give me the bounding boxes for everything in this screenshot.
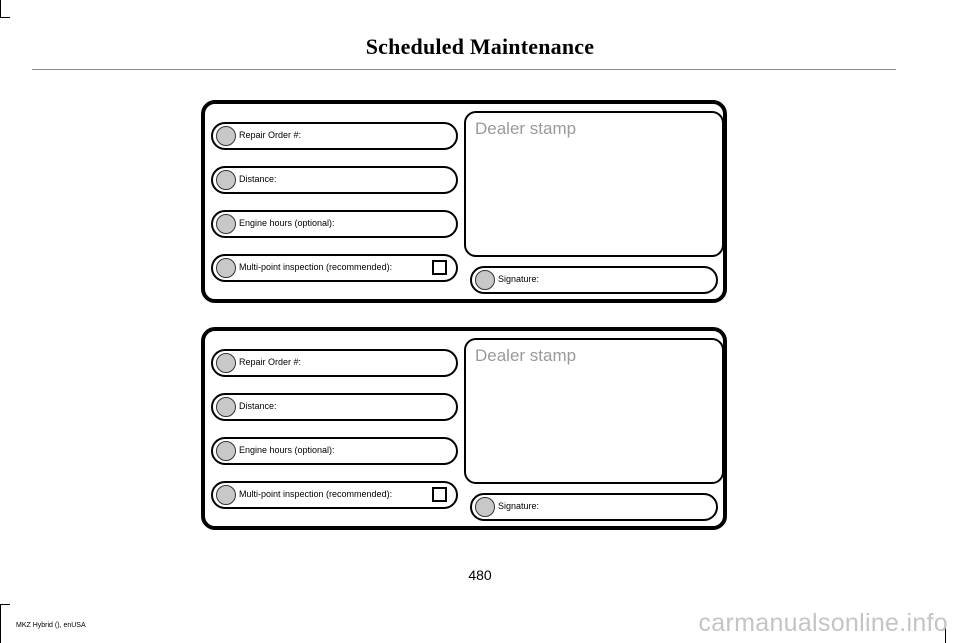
crop-mark <box>0 0 1 18</box>
inspection-checkbox[interactable] <box>432 260 447 275</box>
crop-mark <box>0 604 10 605</box>
circle-marker-icon <box>216 485 236 505</box>
field-label: Repair Order #: <box>239 357 302 367</box>
circle-marker-icon <box>216 441 236 461</box>
multi-point-inspection-field <box>211 254 458 282</box>
field-label: Engine hours (optional): <box>239 445 335 455</box>
maintenance-record-card <box>201 327 727 530</box>
dealer-stamp-box <box>464 111 724 257</box>
engine-hours-field[interactable] <box>211 210 458 238</box>
signature-field[interactable] <box>470 266 718 294</box>
circle-marker-icon <box>216 353 236 373</box>
multi-point-inspection-field <box>211 481 458 509</box>
crop-mark <box>0 17 10 18</box>
maintenance-record-card <box>201 100 727 303</box>
circle-marker-icon <box>216 170 236 190</box>
page-number: 480 <box>468 567 492 583</box>
circle-marker-icon <box>475 497 495 517</box>
watermark: carmanualsonline.info <box>698 609 948 637</box>
circle-marker-icon <box>216 258 236 278</box>
repair-order-field[interactable] <box>211 122 458 150</box>
dealer-stamp-label: Dealer stamp <box>475 119 577 138</box>
field-label: Multi-point inspection (recommended): <box>239 489 393 499</box>
field-label: Multi-point inspection (recommended): <box>239 262 393 272</box>
field-label: Signature: <box>498 501 540 511</box>
distance-field[interactable] <box>211 166 458 194</box>
circle-marker-icon <box>216 397 236 417</box>
field-label: Distance: <box>239 174 277 184</box>
header-rule <box>32 69 896 70</box>
engine-hours-field[interactable] <box>211 437 458 465</box>
repair-order-field[interactable] <box>211 349 458 377</box>
circle-marker-icon <box>216 126 236 146</box>
field-label: Engine hours (optional): <box>239 218 335 228</box>
field-label: Signature: <box>498 274 540 284</box>
dealer-stamp-label: Dealer stamp <box>475 346 577 365</box>
circle-marker-icon <box>475 270 495 290</box>
page-title: Scheduled Maintenance <box>365 34 595 59</box>
inspection-checkbox[interactable] <box>432 487 447 502</box>
field-label: Repair Order #: <box>239 130 302 140</box>
document-id: MKZ Hybrid (), enUSA <box>16 622 86 629</box>
distance-field[interactable] <box>211 393 458 421</box>
signature-field[interactable] <box>470 493 718 521</box>
dealer-stamp-box <box>464 338 724 484</box>
field-label: Distance: <box>239 401 277 411</box>
crop-mark <box>0 604 1 643</box>
circle-marker-icon <box>216 214 236 234</box>
